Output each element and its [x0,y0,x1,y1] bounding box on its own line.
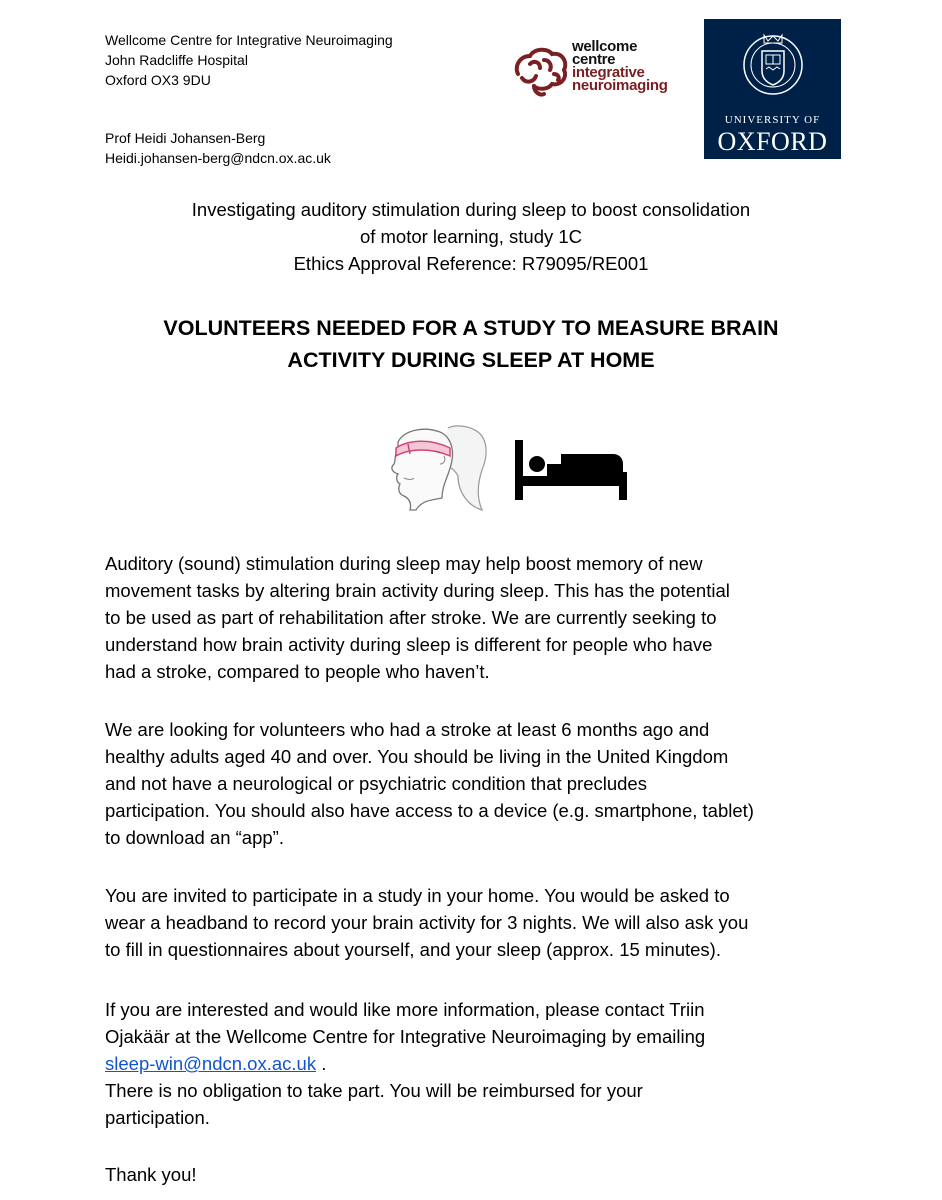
intro-line-2: movement tasks by altering brain activity during sleep. This has the potential [105,580,730,601]
oxford-crest-icon [742,27,804,109]
contact-line-2: Ojakäär at the Wellcome Centre for Integrative Neuroimaging by emailing [105,1026,706,1047]
study-title-block [105,196,837,277]
participation-line-2: wear a headband to record your brain activity for 3 nights. We will also ask you [105,912,749,933]
headline-line-1: VOLUNTEERS NEEDED FOR A STUDY TO MEASURE BRAIN [163,316,779,340]
headband-head-icon [384,420,494,520]
headline [80,312,862,376]
thank-you: Thank you! [105,1164,197,1185]
study-email-link[interactable]: sleep-win@ndcn.ox.ac.uk [105,1053,317,1074]
wellcome-win-logo [510,40,690,102]
participation-line-1: You are invited to participate in a study in your home. You would be asked to [105,885,730,906]
eligibility-line-1: We are looking for volunteers who had a stroke at least 6 months ago and [105,719,710,740]
intro-line-4: understand how brain activity during sleep is different for people who have [105,634,713,655]
intro-line-3: to be used as part of rehabilitation after stroke. We are currently seeking to [105,607,717,628]
sender-address [105,30,393,90]
paragraph-intro [105,550,845,685]
paragraph-participation [105,882,845,963]
oxford-logo [704,19,841,159]
win-word-2: centre [572,51,616,68]
address-line-1: Wellcome Centre for Integrative Neuroimaging [105,32,393,48]
win-word-1: wellcome [572,38,638,55]
contact-line-1: If you are interested and would like more information, please contact Triin [105,999,705,1020]
intro-line-5: had a stroke, compared to people who haven’t. [105,661,490,682]
contact-email: Heidi.johansen-berg@ndcn.ox.ac.uk [105,150,331,166]
obligation-line-2: participation. [105,1107,210,1128]
address-line-2: John Radcliffe Hospital [105,52,248,68]
email-suffix: . [316,1053,327,1074]
brain-icon [510,44,570,100]
win-word-4: neuroimaging [572,77,668,94]
paragraph-eligibility [105,716,845,851]
ethics-reference: Ethics Approval Reference: R79095/RE001 [293,253,649,274]
contact-block [105,128,331,168]
contact-name: Prof Heidi Johansen-Berg [105,130,266,146]
headline-line-2: ACTIVITY DURING SLEEP AT HOME [287,348,655,372]
study-title-line-2: of motor learning, study 1C [359,226,583,247]
paragraph-contact [105,996,845,1131]
participation-line-3: to fill in questionnaires about yourself, and your sleep (approx. 15 minutes). [105,939,721,960]
win-wordmark [572,40,668,92]
contact-line-3 [105,1050,845,1077]
oxford-name: OXFORD [717,127,828,156]
eligibility-line-2: healthy adults aged 40 and over. You should be living in the United Kingdom [105,746,729,767]
obligation-line-1: There is no obligation to take part. You will be reimbursed for your [105,1080,643,1101]
eligibility-line-4: participation. You should also have access to a device (e.g. smartphone, tablet) [105,800,754,821]
bed-icon [515,440,627,500]
intro-line-1: Auditory (sound) stimulation during sleep may help boost memory of new [105,553,703,574]
eligibility-line-5: to download an “app”. [105,827,284,848]
win-word-3: integrative [572,64,645,81]
study-title-line-1: Investigating auditory stimulation during sleep to boost consolidation [191,199,751,220]
eligibility-line-3: and not have a neurological or psychiatric condition that precludes [105,773,647,794]
oxford-university-of: UNIVERSITY OF [724,114,821,126]
address-line-3: Oxford OX3 9DU [105,72,211,88]
